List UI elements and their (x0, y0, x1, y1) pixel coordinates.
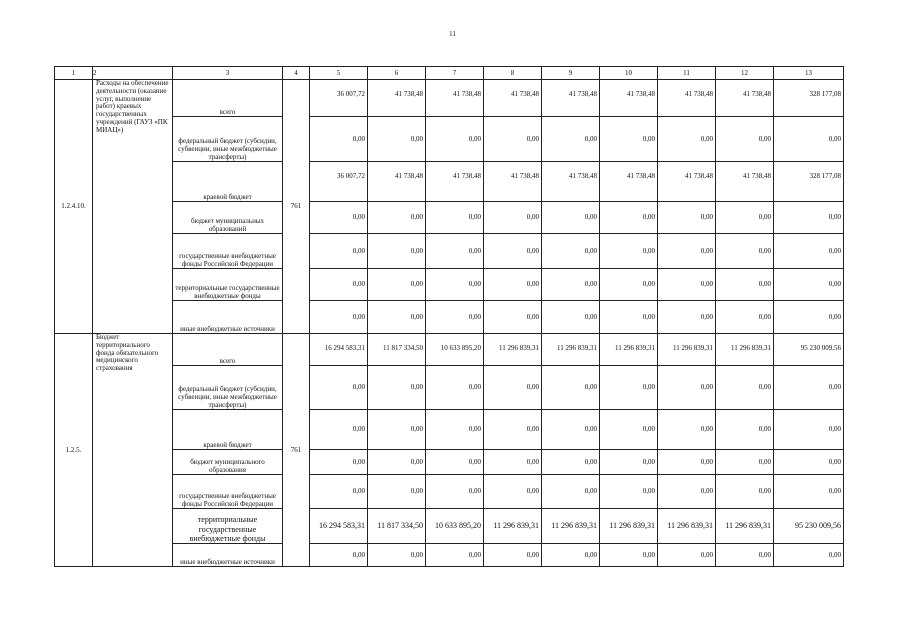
value-cell: 0,00 (542, 269, 600, 301)
header-row (55, 67, 844, 80)
value-cell: 0,00 (658, 450, 716, 475)
value-cell: 0,00 (658, 366, 716, 410)
value-cell: 0,00 (600, 234, 658, 269)
table-row (55, 475, 844, 509)
table-row (55, 80, 844, 117)
grbs-code: 761 (283, 334, 310, 567)
funding-source: иные внебюджетные источники (173, 301, 283, 334)
value-cell: 0,00 (658, 202, 716, 234)
value-cell: 11 296 839,31 (484, 509, 542, 544)
value-cell: 41 738,48 (716, 162, 774, 202)
value-cell: 41 738,48 (658, 162, 716, 202)
value-cell: 0,00 (368, 475, 426, 509)
value-cell: 0,00 (658, 117, 716, 162)
value-cell: 0,00 (542, 202, 600, 234)
value-cell: 0,00 (368, 544, 426, 567)
value-cell: 0,00 (542, 450, 600, 475)
value-cell: 0,00 (310, 301, 368, 334)
value-cell: 0,00 (774, 366, 844, 410)
funding-source: иные внебюджетные источники (173, 544, 283, 567)
value-cell: 0,00 (484, 234, 542, 269)
value-cell: 0,00 (426, 269, 484, 301)
value-cell: 0,00 (542, 544, 600, 567)
value-cell: 41 738,48 (716, 80, 774, 117)
value-cell: 11 296 839,31 (542, 334, 600, 366)
value-cell: 0,00 (310, 450, 368, 475)
value-cell: 0,00 (542, 366, 600, 410)
value-cell: 0,00 (658, 269, 716, 301)
funding-source: федеральный бюджет (субсидии, субвенции, иные межбюджетные трансферты) (173, 117, 283, 162)
value-cell: 0,00 (658, 544, 716, 567)
funding-source: бюджет муниципального образования (173, 450, 283, 475)
value-cell: 0,00 (310, 544, 368, 567)
value-cell: 0,00 (716, 202, 774, 234)
header-cell: 9 (542, 67, 600, 80)
value-cell: 0,00 (484, 450, 542, 475)
value-cell: 328 177,08 (774, 80, 844, 117)
value-cell: 0,00 (542, 410, 600, 450)
value-cell: 0,00 (600, 202, 658, 234)
funding-source: всего (173, 334, 283, 366)
value-cell: 0,00 (774, 450, 844, 475)
value-cell: 11 296 839,31 (600, 509, 658, 544)
value-cell: 0,00 (542, 301, 600, 334)
value-cell: 0,00 (716, 450, 774, 475)
header-cell: 8 (484, 67, 542, 80)
value-cell: 0,00 (484, 269, 542, 301)
value-cell: 0,00 (600, 366, 658, 410)
funding-source: территориальные государственные внебюджетные фонды (173, 269, 283, 301)
value-cell: 0,00 (774, 475, 844, 509)
item-name: Расходы на обеспечение деятельности (оказание услуг, выполнение работ) краевых государственных учреждений (ГАУЗ «ПК МИАЦ») (93, 80, 173, 334)
value-cell: 0,00 (368, 202, 426, 234)
header-cell: 5 (310, 67, 368, 80)
item-name: Бюджет территориального фонда обязательного медицинского страхования (93, 334, 173, 567)
value-cell: 0,00 (716, 366, 774, 410)
value-cell: 0,00 (774, 234, 844, 269)
value-cell: 0,00 (310, 269, 368, 301)
value-cell: 11 296 839,31 (542, 509, 600, 544)
item-code: 1.2.5. (55, 334, 93, 567)
value-cell: 0,00 (542, 117, 600, 162)
table-row (55, 544, 844, 567)
table-row (55, 450, 844, 475)
header-cell: 4 (283, 67, 310, 80)
value-cell: 0,00 (310, 202, 368, 234)
page-number: 11 (449, 30, 456, 38)
table-row (55, 366, 844, 410)
value-cell: 0,00 (658, 410, 716, 450)
value-cell: 11 296 839,31 (716, 509, 774, 544)
value-cell: 0,00 (716, 410, 774, 450)
value-cell: 11 296 839,31 (716, 334, 774, 366)
funding-source: всего (173, 80, 283, 117)
header-cell: 6 (368, 67, 426, 80)
funding-table (54, 66, 844, 567)
value-cell: 41 738,48 (426, 162, 484, 202)
value-cell: 11 296 839,31 (484, 334, 542, 366)
value-cell: 41 738,48 (426, 80, 484, 117)
value-cell: 0,00 (426, 544, 484, 567)
value-cell: 0,00 (600, 269, 658, 301)
table-row (55, 162, 844, 202)
value-cell: 41 738,48 (368, 162, 426, 202)
value-cell: 0,00 (774, 544, 844, 567)
grbs-code: 761 (283, 80, 310, 334)
header-cell: 2 (93, 67, 173, 80)
header-cell: 3 (173, 67, 283, 80)
value-cell: 0,00 (600, 475, 658, 509)
value-cell: 0,00 (484, 410, 542, 450)
funding-source: федеральный бюджет (субсидии, субвенции, иные межбюджетные трансферты) (173, 366, 283, 410)
value-cell: 0,00 (368, 269, 426, 301)
value-cell: 0,00 (426, 366, 484, 410)
value-cell: 11 296 839,31 (658, 334, 716, 366)
funding-source: краевой бюджет (173, 162, 283, 202)
table-row (55, 269, 844, 301)
value-cell: 0,00 (310, 410, 368, 450)
value-cell: 41 738,48 (484, 162, 542, 202)
value-cell: 0,00 (484, 475, 542, 509)
value-cell: 0,00 (484, 544, 542, 567)
header-cell: 13 (774, 67, 844, 80)
value-cell: 0,00 (600, 301, 658, 334)
header-cell: 1 (55, 67, 93, 80)
value-cell: 0,00 (368, 117, 426, 162)
value-cell: 36 007,72 (310, 80, 368, 117)
value-cell: 0,00 (600, 544, 658, 567)
value-cell: 0,00 (310, 475, 368, 509)
funding-source: территориальные государственные внебюджетные фонды (173, 509, 283, 544)
value-cell: 0,00 (310, 117, 368, 162)
value-cell: 41 738,48 (600, 80, 658, 117)
value-cell: 11 817 334,50 (368, 509, 426, 544)
value-cell: 0,00 (484, 366, 542, 410)
value-cell: 0,00 (658, 475, 716, 509)
value-cell: 11 817 334,50 (368, 334, 426, 366)
value-cell: 0,00 (774, 410, 844, 450)
item-code: 1.2.4.10. (55, 80, 93, 334)
value-cell: 41 738,48 (542, 80, 600, 117)
value-cell: 0,00 (426, 410, 484, 450)
header-cell: 11 (658, 67, 716, 80)
value-cell: 0,00 (484, 301, 542, 334)
table-row (55, 234, 844, 269)
value-cell: 0,00 (368, 366, 426, 410)
table-row (55, 301, 844, 334)
header-cell: 12 (716, 67, 774, 80)
value-cell: 0,00 (600, 450, 658, 475)
value-cell: 0,00 (774, 269, 844, 301)
funding-source: бюджет муниципальных образований (173, 202, 283, 234)
value-cell: 328 177,08 (774, 162, 844, 202)
table-row (55, 410, 844, 450)
value-cell: 0,00 (658, 301, 716, 334)
value-cell: 0,00 (426, 117, 484, 162)
header-cell: 10 (600, 67, 658, 80)
value-cell: 16 294 583,31 (310, 509, 368, 544)
value-cell: 95 230 009,56 (774, 509, 844, 544)
value-cell: 0,00 (658, 234, 716, 269)
value-cell: 0,00 (774, 117, 844, 162)
value-cell: 0,00 (426, 301, 484, 334)
value-cell: 0,00 (774, 202, 844, 234)
value-cell: 41 738,48 (542, 162, 600, 202)
value-cell: 0,00 (716, 269, 774, 301)
table-row (55, 202, 844, 234)
table-row (55, 509, 844, 544)
value-cell: 0,00 (310, 366, 368, 410)
header-cell: 7 (426, 67, 484, 80)
value-cell: 10 633 895,20 (426, 509, 484, 544)
value-cell: 0,00 (542, 475, 600, 509)
value-cell: 0,00 (716, 475, 774, 509)
value-cell: 0,00 (484, 202, 542, 234)
value-cell: 0,00 (484, 117, 542, 162)
funding-source: краевой бюджет (173, 410, 283, 450)
value-cell: 0,00 (368, 234, 426, 269)
value-cell: 0,00 (716, 234, 774, 269)
value-cell: 0,00 (600, 410, 658, 450)
value-cell: 0,00 (368, 410, 426, 450)
value-cell: 41 738,48 (368, 80, 426, 117)
value-cell: 0,00 (774, 301, 844, 334)
value-cell: 0,00 (716, 544, 774, 567)
value-cell: 0,00 (426, 475, 484, 509)
value-cell: 0,00 (368, 450, 426, 475)
value-cell: 11 296 839,31 (600, 334, 658, 366)
table-row (55, 334, 844, 366)
value-cell: 0,00 (716, 301, 774, 334)
value-cell: 0,00 (310, 234, 368, 269)
value-cell: 0,00 (426, 234, 484, 269)
value-cell: 0,00 (368, 301, 426, 334)
table-row (55, 117, 844, 162)
value-cell: 36 007,72 (310, 162, 368, 202)
value-cell: 0,00 (600, 117, 658, 162)
value-cell: 0,00 (426, 450, 484, 475)
value-cell: 16 294 583,31 (310, 334, 368, 366)
funding-source: государственные внебюджетные фонды Российской Федерации (173, 234, 283, 269)
funding-source: государственные внебюджетные фонды Российской Федерации (173, 475, 283, 509)
value-cell: 41 738,48 (658, 80, 716, 117)
value-cell: 11 296 839,31 (658, 509, 716, 544)
value-cell: 0,00 (716, 117, 774, 162)
value-cell: 95 230 009,56 (774, 334, 844, 366)
value-cell: 41 738,48 (600, 162, 658, 202)
value-cell: 0,00 (542, 234, 600, 269)
value-cell: 10 633 895,20 (426, 334, 484, 366)
value-cell: 0,00 (426, 202, 484, 234)
value-cell: 41 738,48 (484, 80, 542, 117)
